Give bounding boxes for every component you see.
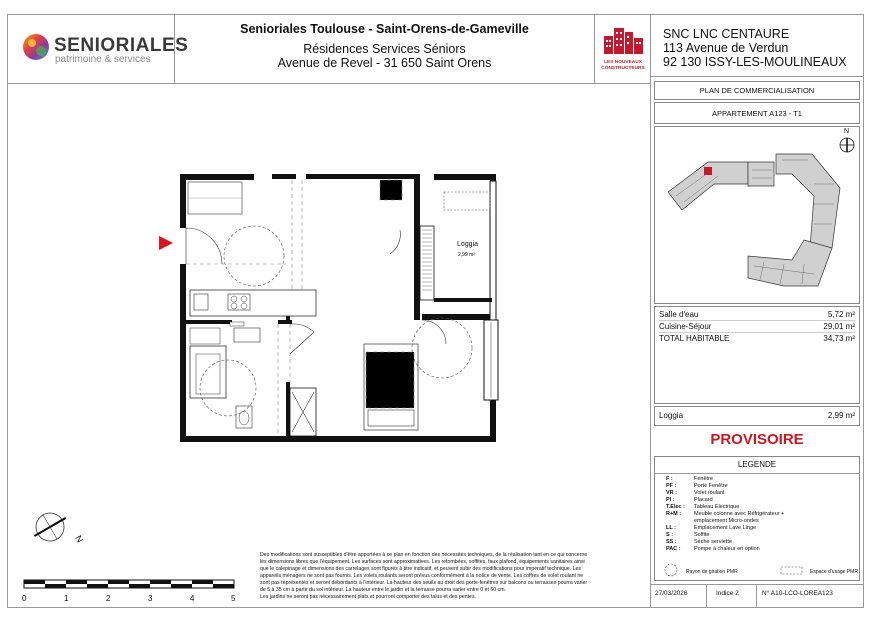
legend-list [666, 476, 852, 553]
legend-usage-label: Espace d'usage PMR [810, 569, 858, 575]
project-subtitle-1: Résidences Services Séniors [303, 42, 466, 56]
brand-logo [22, 33, 189, 69]
legend-value: Emplacement Lave Linge [694, 525, 757, 531]
plan-loggia-label: Loggia [457, 241, 479, 248]
legend-value: emplacement Micro-ondes [694, 518, 759, 524]
legend-value: Tableau Electrique [694, 504, 740, 510]
legend-item [666, 532, 852, 539]
room-area: 29,01 m² [823, 322, 855, 331]
legend-value: Volet roulant [694, 490, 725, 496]
legend-value: Porte Fenêtre [694, 483, 728, 489]
apartment-label: APPARTEMENT A123 - T1 [712, 109, 802, 118]
logo-sub-text: patrimoine & services [55, 54, 151, 65]
reference-label: N° A10-LCO-LOREA123 [762, 590, 833, 597]
room-name: Cuisine-Séjour [659, 322, 712, 331]
disclaimer-line: sont pas représentés et seront débordants à l'intérieur. La hauteur des seuils au droit des porte-fenêtres sur balcons ou terrasses pourra varier [260, 580, 588, 586]
room-row-living [659, 321, 855, 333]
scale-tick-5: 5 [231, 594, 236, 603]
legend-value: Sèche serviette [694, 539, 732, 545]
builder-logo-text: LES NOUVEAUX CONSTRUCTEURS [601, 60, 645, 71]
legend-key: F : [666, 476, 673, 482]
disclaimer [260, 552, 652, 601]
legend-item [666, 525, 852, 532]
project-subtitle-2: Avenue de Revel - 31 650 Saint Orens [277, 56, 492, 70]
usage-space-icon [780, 566, 804, 576]
legend-value: Meuble colonne avec Réfrigérateur + [694, 511, 785, 517]
building-footprint [664, 144, 854, 294]
legend-item [666, 483, 852, 490]
logo-brand-text: SENIORIALES [54, 35, 189, 56]
legend-value: Placard [694, 497, 713, 503]
project-title: Senioriales Toulouse - Saint-Orens-de-Gameville [240, 22, 529, 36]
legend-title-line [654, 473, 860, 474]
header-title-block [175, 22, 594, 70]
scale-tick-2: 2 [106, 594, 111, 603]
plan-north-label: N [73, 533, 86, 545]
footer-sep-1 [706, 584, 707, 608]
logo-sphere-icon [22, 33, 50, 61]
room-name: Salle d'eau [659, 310, 699, 319]
legend-item [666, 539, 852, 546]
turning-radius-icon [664, 563, 678, 577]
loggia-area: 2,99 m² [827, 411, 855, 420]
legend-radius-label: Rayon de giration PMR [686, 569, 738, 575]
company-block [663, 27, 847, 69]
plan-loggia-area: 2,99 m² [458, 252, 475, 258]
legend-item [666, 504, 852, 511]
disclaimer-line: les dimensions libres que l'équipement. Les surfaces sont approximatives. Les retombées, soffites, faux plafond, équipements sanitaires ainsi [260, 559, 585, 565]
scale-tick-0: 0 [22, 594, 27, 603]
entrance-arrow-icon [158, 235, 174, 251]
status-label: PROVISOIRE [710, 431, 804, 448]
legend-key: Pl : [666, 497, 675, 503]
room-area: 5,72 m² [827, 310, 855, 319]
disclaimer-line: appareils ménagers ne sont pas fournis. Les volets roulants seront prévus conformément à la notice de vente. Les coffres de volet roulant ne [260, 573, 584, 579]
legend-value: Soffite [694, 532, 710, 538]
header-divider [7, 83, 650, 84]
legend-key: LL : [666, 525, 676, 531]
legend-item [666, 476, 852, 483]
disclaimer-line: Des modifications sont susceptibles d'être apportées à ce plan en fonction des nécessités techniques, de la réalisation tant en ce qui concerne [260, 552, 588, 558]
company-address-2: 92 130 ISSY-LES-MOULINEAUX [663, 55, 847, 69]
legend-key: SS : [666, 539, 677, 545]
scale-tick-1: 1 [64, 594, 69, 603]
legend-item [666, 546, 852, 553]
total-row [659, 333, 855, 343]
legend-item [666, 497, 852, 504]
scale-tick-3: 3 [148, 594, 153, 603]
loggia-label: Loggia [659, 411, 684, 420]
legend-key: S : [666, 532, 674, 538]
legend-value: Fenêtre [694, 476, 713, 482]
disclaimer-line: que le calepinage et dimensions des carrelages sont figurés à titre indicatif, et peuvent subir des modifications pour impératif technique. Les [260, 566, 581, 572]
loggia-row [659, 411, 855, 420]
builder-logo [598, 22, 648, 80]
legend-item [666, 490, 852, 497]
legend-key: VR : [666, 490, 677, 496]
north-label-panel: N [844, 128, 850, 135]
legend-item [666, 518, 852, 525]
total-label: TOTAL HABITABLE [659, 334, 730, 343]
legend-key [666, 518, 694, 525]
legend-item [666, 511, 852, 518]
legend-key: PAC : [666, 546, 681, 552]
legend-value: Pompe à chaleur en option [694, 546, 760, 552]
index-label: Indice 2 [716, 590, 739, 597]
plan-type-label: PLAN DE COMMERCIALISATION [699, 86, 815, 95]
date-label: 27/03/2026 [655, 590, 688, 597]
legend-key: T.Elec : [666, 504, 685, 510]
areas-list [659, 310, 855, 343]
company-name: SNC LNC CENTAURE [663, 27, 790, 41]
builder-buildings-icon [598, 22, 648, 60]
header-sep-2 [594, 14, 595, 83]
total-area: 34,73 m² [823, 334, 855, 343]
disclaimer-line: Les jardins ne seront pas nécessairement plats et pourront comporter des talus et des pentes. [260, 594, 476, 600]
disclaimer-line: de 5 à 35 cm à partir du sol intérieur. La hauteur entre le jardin et la terrasse pourra varier entre 0 et 60 cm. [260, 587, 506, 593]
company-address-1: 113 Avenue de Verdun [663, 41, 789, 55]
footer-line [650, 584, 864, 585]
panel-line-1 [650, 76, 864, 77]
footer-sep-2 [756, 584, 757, 608]
room-row-bath [659, 310, 855, 321]
floor-plan [178, 172, 500, 444]
legend-key: R+M : [666, 511, 682, 517]
panel-left-border [650, 14, 651, 608]
scale-tick-4: 4 [190, 594, 195, 603]
legend-key: PF : [666, 483, 677, 489]
north-compass-icon [26, 505, 88, 551]
scale-bar [22, 578, 236, 592]
legend-title: LEGENDE [737, 460, 777, 469]
